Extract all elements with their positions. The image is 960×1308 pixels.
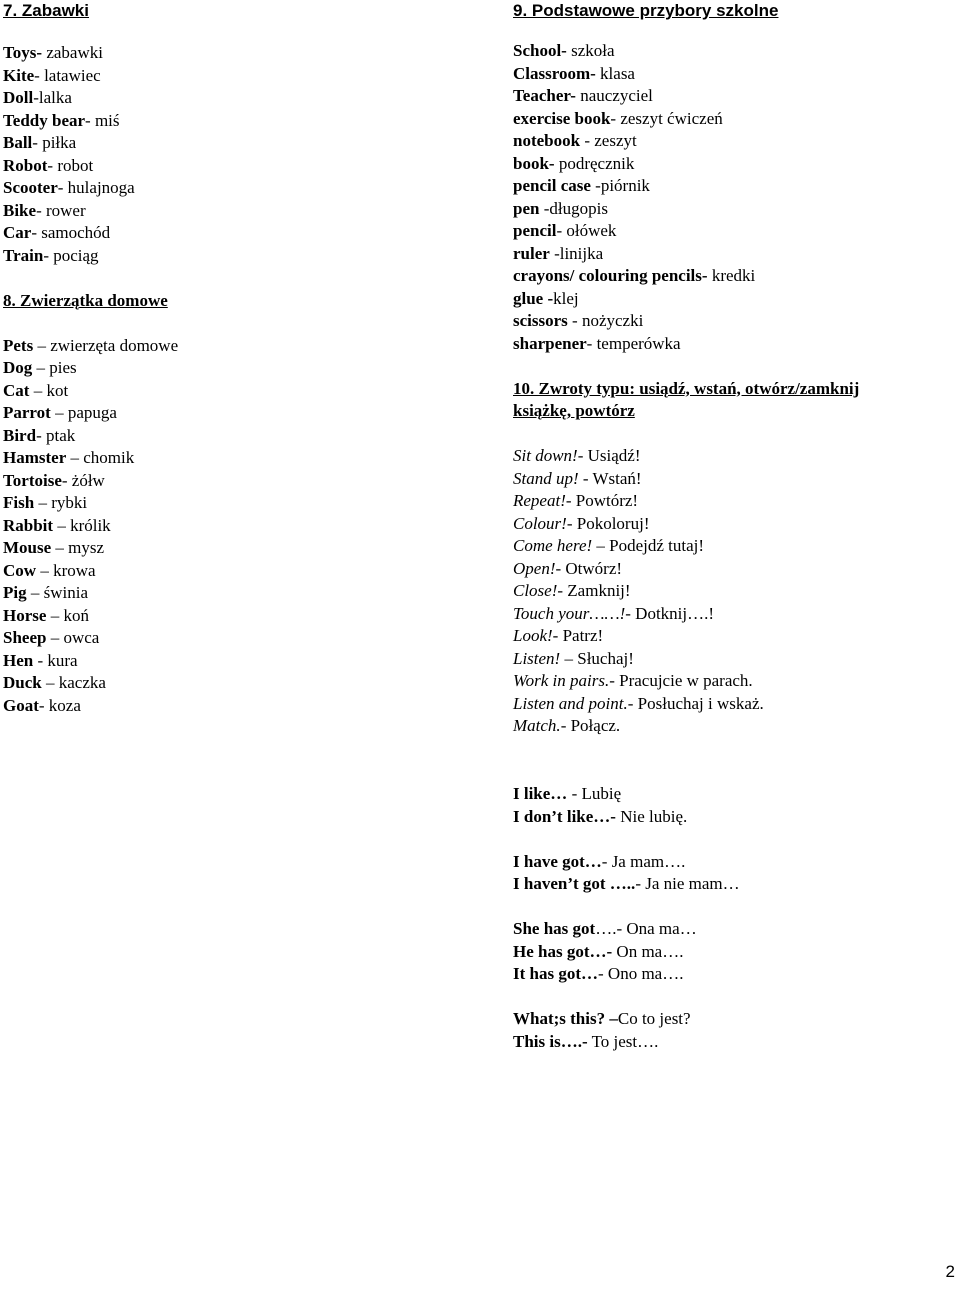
phrase-term-pl: - Zamknij!: [557, 581, 631, 600]
spacer: [513, 423, 953, 446]
toy-term-pl: - pociąg: [43, 245, 99, 265]
school-term-pl: - zeszyt: [580, 131, 637, 150]
phrase-term-en: Open!: [513, 558, 556, 578]
grammar-item: [513, 851, 953, 874]
school-term-pl: -piórnik: [590, 176, 650, 195]
toy-item: [3, 155, 443, 178]
pet-item: [3, 492, 443, 515]
grammar-term-pl: Co to jest?: [617, 1009, 691, 1028]
phrases-heading-line1: 10. Zwroty typu: usiądź, wstań, otwórz/zamknij: [513, 378, 860, 398]
toy-item: [3, 177, 443, 200]
spacer: [3, 267, 443, 290]
school-term-pl: - ołówek: [556, 221, 617, 240]
toy-term-en: Doll: [3, 88, 34, 107]
pets-list: [3, 335, 443, 718]
grammar-group: [513, 851, 953, 896]
pet-term-en: Hamster: [3, 448, 67, 467]
grammar-term-en: I don’t like…-: [513, 806, 616, 826]
grammar-term-pl: Nie lubię.: [615, 806, 688, 826]
school-item: [513, 40, 953, 63]
pet-term-pl: – owca: [46, 628, 100, 647]
phrase-term-pl: - Połącz.: [560, 716, 621, 735]
spacer: [513, 355, 953, 378]
pet-term-pl: – kaczka: [41, 673, 106, 692]
pet-term-pl: – pies: [32, 358, 77, 377]
toy-term-pl: - robot: [47, 155, 94, 175]
spacer: [513, 828, 953, 851]
school-term-en: glue -: [513, 288, 554, 308]
spacer: [513, 22, 953, 40]
phrase-item: [513, 693, 953, 716]
school-list: [513, 40, 953, 355]
phrases-list: [513, 445, 953, 738]
grammar-term-en: I like…: [513, 784, 572, 803]
toy-term-en: Ball: [3, 133, 33, 152]
grammar-item: [513, 963, 953, 986]
phrase-term-pl: - Otwórz!: [555, 558, 623, 578]
toy-term-pl: - hulajnoga: [57, 178, 135, 197]
pet-item: [3, 537, 443, 560]
toy-term-pl: -lalka: [33, 88, 72, 107]
spacer: [3, 22, 443, 42]
toy-term-en: Scooter: [3, 178, 58, 197]
phrase-term-en: Look!: [513, 626, 553, 645]
school-term-en: exercise book: [513, 108, 611, 128]
school-term-en: School-: [513, 41, 567, 60]
toy-term-pl: zabawki: [42, 43, 103, 62]
grammar-item: [513, 1031, 953, 1054]
grammar-term-en: I have got…: [513, 851, 602, 871]
grammar-term-pl: To jest….: [587, 1031, 659, 1051]
grammar-term-en: It has got…: [513, 964, 599, 983]
pet-item: [3, 380, 443, 403]
phrase-term-pl: - Powtórz!: [565, 491, 639, 510]
phrase-term-en: Stand up!: [513, 468, 579, 488]
grammar-group: [513, 783, 953, 828]
school-term-en: Teacher-: [513, 86, 576, 105]
pet-term-pl: – królik: [53, 515, 111, 535]
pet-item: [3, 357, 443, 380]
pet-term-en: Tortoise: [3, 470, 62, 490]
school-term-pl: klej: [553, 288, 579, 308]
phrase-term-pl: - Posłuchaj i wskaż.: [627, 693, 764, 713]
pet-term-en: Rabbit: [3, 515, 54, 535]
school-item: [513, 153, 953, 176]
phrase-term-en: Match.: [513, 716, 561, 735]
toys-list: [3, 42, 443, 267]
grammar-term-pl: - Ja nie mam…: [635, 874, 740, 893]
phrase-item: [513, 580, 953, 603]
spacer: [513, 986, 953, 1009]
grammar-item: [513, 806, 953, 829]
phrase-term-pl: - Pokoloruj!: [566, 513, 650, 533]
pet-term-en: Sheep: [3, 628, 47, 647]
grammar-term-en: He has got…-: [513, 941, 613, 961]
pet-term-en: Pets: [3, 335, 34, 355]
grammar-item: [513, 873, 953, 896]
pet-term-en: Cat: [3, 380, 30, 400]
toys-heading: 7. Zabawki: [3, 1, 89, 20]
school-term-en: scissors: [513, 311, 568, 330]
school-item: [513, 130, 953, 153]
school-item: [513, 288, 953, 311]
school-term-pl: -długopis: [539, 198, 608, 218]
school-term-pl: klasa: [595, 63, 635, 83]
phrase-item: [513, 625, 953, 648]
school-item: [513, 108, 953, 131]
toy-item: [3, 132, 443, 155]
pet-item: [3, 582, 443, 605]
phrase-term-pl: - Wstań!: [578, 468, 642, 488]
school-heading: 9. Podstawowe przybory szkolne: [513, 1, 779, 20]
phrase-term-en: Come here!: [513, 536, 593, 555]
phrase-term-en: Repeat!: [513, 491, 566, 510]
pet-term-pl: – zwierzęta domowe: [33, 335, 179, 355]
toy-term-pl: - latawiec: [34, 65, 101, 85]
grammar-term-pl: - Ono ma….: [598, 964, 684, 983]
toy-item: [3, 87, 443, 110]
pet-item: [3, 650, 443, 673]
school-term-en: pencil: [513, 221, 557, 240]
phrase-term-pl: – Podejdź tutaj!: [592, 536, 705, 555]
pet-item: [3, 695, 443, 718]
right-column: [513, 0, 953, 738]
school-term-en: notebook: [513, 131, 581, 150]
phrase-term-en: Touch your……!: [513, 603, 626, 623]
school-item: [513, 310, 953, 333]
school-term-pl: szkoła: [566, 41, 615, 60]
toy-term-en: Robot: [3, 155, 48, 175]
school-term-en: Classroom-: [513, 63, 596, 83]
school-item: [513, 63, 953, 86]
phrase-item: [513, 715, 953, 738]
grammar-term-pl: - Ja mam….: [601, 851, 686, 871]
phrase-term-pl: - Usiądź!: [577, 446, 641, 465]
phrase-item: [513, 558, 953, 581]
pet-item: [3, 425, 443, 448]
pet-item: [3, 402, 443, 425]
toy-term-en: Toys-: [3, 43, 43, 62]
school-term-en: crayons/ colouring pencils-: [513, 266, 708, 285]
pet-term-pl: – kot: [29, 380, 69, 400]
school-term-en: pencil case: [513, 176, 591, 195]
pet-term-pl: - kura: [33, 650, 78, 670]
toy-item: [3, 245, 443, 268]
phrase-item: [513, 513, 953, 536]
toy-term-pl: - miś: [85, 110, 120, 130]
school-item: [513, 265, 953, 288]
toy-term-en: Train: [3, 245, 44, 265]
page-number: 2: [945, 1262, 955, 1281]
phrase-term-en: Listen and point.: [513, 693, 628, 713]
phrase-term-en: Colour!: [513, 513, 567, 533]
school-term-pl: - temperówka: [586, 333, 681, 353]
pet-term-pl: – koń: [46, 605, 89, 625]
grammar-term-en: She has got: [513, 919, 596, 938]
phrase-item: [513, 648, 953, 671]
toy-term-pl: - piłka: [32, 133, 77, 152]
grammar-item: [513, 1008, 953, 1031]
school-item: [513, 220, 953, 243]
toy-item: [3, 65, 443, 88]
school-term-en: sharpener: [513, 333, 587, 353]
pet-term-pl: – chomik: [66, 448, 135, 467]
school-term-pl: nauczyciel: [575, 86, 653, 105]
toy-item: [3, 200, 443, 223]
grammar-term-en: I haven’t got …..: [513, 874, 636, 893]
school-term-en: pen: [513, 198, 540, 218]
phrase-item: [513, 445, 953, 468]
school-term-pl: kredki: [707, 266, 756, 285]
grammar-term-pl: - Lubię: [571, 784, 622, 803]
pet-item: [3, 560, 443, 583]
pet-term-pl: – krowa: [36, 560, 96, 580]
pet-term-en: Hen: [3, 650, 34, 670]
phrase-term-en: Close!: [513, 581, 558, 600]
pet-term-en: Goat: [3, 695, 39, 715]
school-item: [513, 243, 953, 266]
phrase-term-pl: - Patrz!: [552, 626, 604, 645]
toy-term-en: Teddy bear: [3, 110, 86, 130]
spacer: [513, 896, 953, 919]
school-term-en: book-: [513, 153, 555, 173]
school-item: [513, 175, 953, 198]
pet-term-pl: – papuga: [50, 403, 117, 422]
phrase-term-en: Sit down!: [513, 446, 578, 465]
toy-item: [3, 222, 443, 245]
pet-term-pl: – rybki: [34, 493, 88, 512]
pet-item: [3, 335, 443, 358]
toy-term-en: Bike: [3, 200, 37, 220]
grammar-term-pl: ….- Ona ma…: [595, 919, 697, 938]
pet-item: [3, 605, 443, 628]
grammar-term-en: This is….-: [513, 1031, 588, 1051]
toy-term-pl: - samochód: [31, 223, 111, 242]
pet-term-en: Pig: [3, 583, 27, 602]
pet-item: [3, 627, 443, 650]
pet-term-pl: - żółw: [61, 470, 105, 490]
grammar-block: [513, 783, 953, 1053]
phrases-heading-line2: książkę, powtórz: [513, 401, 635, 420]
school-term-pl: podręcznik: [554, 153, 635, 173]
school-item: [513, 198, 953, 221]
phrase-term-pl: - Dotknij….!: [625, 603, 715, 623]
school-item: [513, 85, 953, 108]
pet-term-en: Duck: [3, 673, 42, 692]
grammar-term-en: What;s this? –: [513, 1009, 618, 1028]
phrase-item: [513, 535, 953, 558]
grammar-item: [513, 918, 953, 941]
school-item: [513, 333, 953, 356]
left-column: [3, 0, 443, 717]
pets-heading: 8. Zwierzątka domowe: [3, 290, 168, 310]
pet-term-en: Bird: [3, 425, 37, 445]
phrase-term-en: Work in pairs.: [513, 671, 610, 690]
grammar-item: [513, 783, 953, 806]
phrase-term-pl: - Pracujcie w parach.: [609, 671, 753, 690]
pet-term-en: Cow: [3, 560, 37, 580]
phrase-term-pl: – Słuchaj!: [560, 648, 634, 668]
pet-item: [3, 447, 443, 470]
toy-item: [3, 42, 443, 65]
pet-term-en: Horse: [3, 605, 47, 625]
pet-term-pl: – mysz: [51, 538, 105, 557]
pet-item: [3, 515, 443, 538]
pet-term-pl: - ptak: [36, 425, 76, 445]
pet-term-en: Dog: [3, 358, 33, 377]
toy-item: [3, 110, 443, 133]
school-term-pl: -linijka: [549, 243, 604, 263]
phrase-item: [513, 670, 953, 693]
spacer: [3, 312, 443, 335]
phrase-item: [513, 490, 953, 513]
pet-item: [3, 672, 443, 695]
phrase-term-en: Listen!: [513, 648, 561, 668]
school-term-pl: - zeszyt ćwiczeń: [610, 108, 723, 128]
pet-term-en: Parrot: [3, 403, 51, 422]
grammar-group: [513, 918, 953, 986]
toy-term-en: Car: [3, 223, 32, 242]
school-term-en: ruler: [513, 243, 550, 263]
grammar-term-pl: On ma….: [612, 941, 684, 961]
grammar-group: [513, 1008, 953, 1053]
toy-term-en: Kite: [3, 65, 35, 85]
grammar-item: [513, 941, 953, 964]
pet-term-pl: - koza: [38, 695, 81, 715]
pet-item: [3, 470, 443, 493]
phrase-item: [513, 468, 953, 491]
pet-term-en: Mouse: [3, 538, 52, 557]
pet-term-pl: – świnia: [26, 583, 88, 602]
pet-term-en: Fish: [3, 493, 35, 512]
toy-term-pl: - rower: [36, 200, 86, 220]
school-term-pl: - nożyczki: [567, 311, 644, 330]
phrase-item: [513, 603, 953, 626]
